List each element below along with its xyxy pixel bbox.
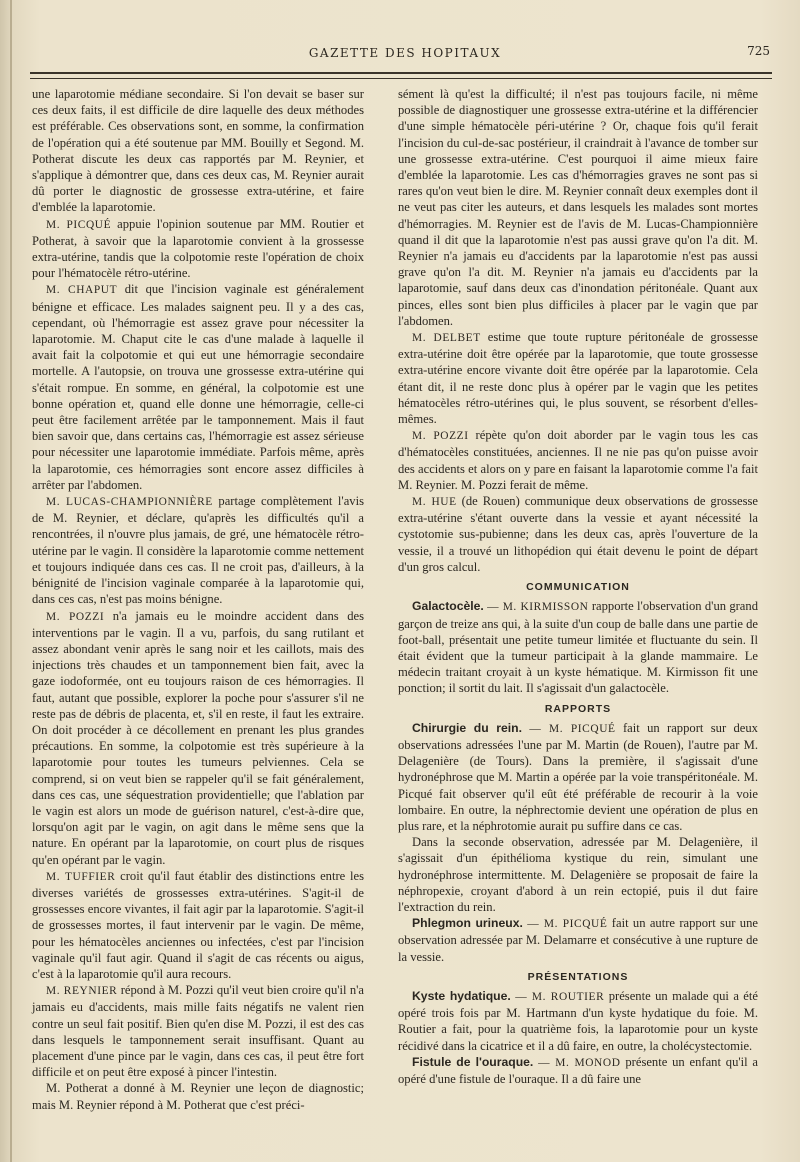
speaker-name: — M. PICQUÉ xyxy=(527,918,608,931)
paragraph xyxy=(398,915,758,965)
speaker-name: M. TUFFIER xyxy=(46,870,116,883)
paragraph-text: rapporte l'observation d'un grand garçon de treize ans qui, à la suite d'un coup de balle dans une partie de foot-ball, présentait une petite tumeur limitée et fluctuante du sein. Il était évident que la tumeur participait à la glande mammaire. Le médecin traitant croyait à un kyste hématique. M. Kirmisson fit une ponction; il sortit du lait. Il s'agissait d'un galactocèle. xyxy=(398,599,758,696)
paragraph xyxy=(398,1054,758,1087)
journal-title: GAZETTE DES HOPITAUX xyxy=(308,46,502,60)
paragraph-text: n'a jamais eu le moindre accident dans des interventions par le vagin. Il a vu, parfois, du sang rutilant et assez abondant venir après le sang noir et les caillots, mais des injections très chaudes et un tamponnement bien fait, avec la gaze iodoformée, ont eu toujours raison de ces hémorragies. Il faut, autant que possible, explorer la poche pour s'assurer s'il ne reste pas de débris de placenta, et, s'il en reste, il faut les extraire. On doit procéder à ce décollement en prenant les plus grandes précautions. En somme, la colpotomie est très supérieure à la laparotomie pour toutes les tumeurs pelviennes. Cela se comprend, si on veut bien se rappeler qu'il se fait généralement, dans ces cas, une séquestration providentielle; que l'ablation par le vagin est alors un mode de guérison naturel, c'est-à-dire que, lorsqu'on agit par le vagin, on agit dans le même sens que la nature. En opérant par la laparotomie, on court plus de risques qu'en opérant par le vagin. xyxy=(32,608,364,867)
page-header xyxy=(40,44,770,64)
paragraph xyxy=(398,329,758,427)
paragraph xyxy=(398,598,758,696)
section-heading: PRÉSENTATIONS xyxy=(527,970,629,983)
paragraph-lead-title: Phlegmon urineux. xyxy=(412,916,523,931)
paragraph xyxy=(398,86,758,329)
paragraph xyxy=(398,988,758,1054)
paragraph-lead-title: Galactocèle. xyxy=(412,599,484,614)
right-column xyxy=(398,86,758,1087)
paragraph xyxy=(398,720,758,834)
paragraph xyxy=(32,868,364,982)
speaker-name: M. POZZI xyxy=(46,610,105,623)
paragraph xyxy=(398,834,758,915)
paragraph-text: partage complètement l'avis de M. Reynier, et déclare, qu'après les difficultés qu'il a rencontrées, il n'ouvre plus jamais, de gré, une hématocèle rétro-utérine par le vagin. Il considère la laparotomie comme nettement et toujours indiquée dans ces cas. Il ne croit pas, d'ailleurs, à la bénignité de l'incision vaginale comparée à la laparotomie qui, dans ces cas, n'est pas moins bénigne. xyxy=(32,494,364,607)
speaker-name: M. REYNIER xyxy=(46,985,118,998)
paragraph-text: répète qu'on doit aborder par le vagin tous les cas d'hématocèles constituées, anciennes. Il ne nie pas qu'on puisse avoir des accidents et alors on y pare en faisant la laparotomie comme l'a fait M. Reynier. M. Pozzi ferait de même. xyxy=(398,428,758,492)
header-rule-thin xyxy=(30,78,772,79)
paragraph xyxy=(32,1080,364,1112)
paragraph-text: présente un malade qui a été opéré trois fois par M. Hartmann d'un kyste hydatique du foie. M. Routier a fait, pour la quatrième fois, la laparotomie pour un kyste récidivé dans la cicatrice et il a dû faire, en outre, la cholécystectomie. xyxy=(398,988,758,1053)
paragraph xyxy=(32,86,364,216)
speaker-name: M. HUE xyxy=(412,496,457,509)
paragraph-text: Dans la seconde observation, adressée par M. Delagenière, il s'agissait d'un épithélioma kystique du rein, simulant une hydronéphrose intermittente. M. Delagenière se proposait de faire la néphropexie, croyant d'abord à un rein ectopié, puis il dut faire l'extraction du rein. xyxy=(398,835,758,914)
paragraph-text: dit que l'incision vaginale est généralement bénigne et efficace. Les malades saignent peu. Il y a des cas, cependant, où l'hémorragie est assez grave pour nécessiter la laparotomie. M. Chaput cite le cas d'une malade à laquelle il avait fait la colpotomie et qui eut une hémorragie secondaire mortelle. A l'autopsie, on trouva une grossesse extra-utérine qui s'était rompue. En somme, en général, la colpotomie est une bonne opération et, quand elle donne une hémorragie, celle-ci peut être facilement arrêtée par le tamponnement. Mais il faut bien savoir que, dans certains cas, l'hémorragie est assez sérieuse pour nécessiter une laparotomie immédiate. Parfois même, après la laparotomie, ces hémorragies sont encore assez difficiles à arrêter par l'abdomen. xyxy=(32,282,365,492)
speaker-name: M. LUCAS-CHAMPIONNIÈRE xyxy=(46,496,213,509)
section-heading: COMMUNICATION xyxy=(526,581,630,594)
speaker-name: M. CHAPUT xyxy=(46,284,118,297)
paragraph-lead-title: Kyste hydatique. xyxy=(412,988,511,1003)
paragraph-text: une laparotomie médiane secondaire. Si l'on devait se baser sur ces deux faits, il est difficile de dire laquelle des deux méthodes est préférable. Ces observations sont, en somme, la confirmation de l'opération qui a été soutenue par MM. Bouilly et Segond. M. Potherat discute les deux cas rapportés par M. Reynier, et s'applique à démontrer que, dans ces deux cas, M. Reynier aurait dû porter le diagnostic de grossesse extra-utérine, et faire d'emblée la laparotomie. xyxy=(32,87,364,215)
paragraph xyxy=(32,281,364,493)
paragraph xyxy=(32,608,364,868)
paragraph-lead-title: Chirurgie du rein. xyxy=(412,720,522,735)
page-number: 725 xyxy=(747,44,770,58)
paragraph xyxy=(32,982,364,1080)
paragraph-text: répond à M. Pozzi qu'il veut bien croire qu'il n'a jamais eu d'accidents, mais mille faits négatifs ne valent rien contre un seul fait positif. Bien qu'en dise M. Pozzi, il est des cas dans lesquels le tamponnement serait insuffisant. Quant au placement d'une pince par le vagin, dans ces cas, il peut être fort difficile et on peut être exposé à pincer l'intestin. xyxy=(32,983,365,1080)
paragraph-lead-title: Fistule de l'ouraque. xyxy=(412,1054,534,1069)
speaker-name: — M. MONOD xyxy=(538,1056,621,1069)
speaker-name: M. POZZI xyxy=(412,430,469,443)
left-column xyxy=(32,86,364,1113)
speaker-name: M. DELBET xyxy=(412,332,481,345)
paragraph-text: croit qu'il faut établir des distinctions entre les diverses variétés de grossesses extra-utérines. S'agit-il de grossesses encore vivantes, il fait agir par la laparotomie. S'agit-il de grossesses mortes, il faut intervenir par le vagin. De même, pour les hématocèles anciennes ou infectées, c'est par l'incision vaginale qu'il faut agir. Quand il s'agit de cas récents ou aigus, c'est à la laparotomie qu'il aura recours. xyxy=(32,868,364,981)
speaker-name: M. PICQUÉ xyxy=(46,218,112,231)
binding-edge xyxy=(10,0,12,1162)
speaker-name: — M. PICQUÉ xyxy=(529,722,616,735)
speaker-name: — M. KIRMISSON xyxy=(487,601,589,614)
paragraph-text: fait un rapport sur deux observations adressées l'une par M. Martin (de Rouen), l'autre par M. Delagenière (de Tours). Dans la première, il s'agissait d'une hydronéphrose que M. Martin a opérée par la voie transpéritonéale. M. Picqué fait observer qu'il eût été préférable de recourir à la voie lombaire. En outre, la néphrectomie devient une opération de plus en plus rare, et la néphrotomie aurait pu suffire dans ce cas. xyxy=(398,720,758,833)
paragraph xyxy=(32,493,364,607)
section-heading: RAPPORTS xyxy=(544,702,612,715)
paragraph xyxy=(398,493,758,575)
paragraph-text: fait un autre rapport sur une observation adressée par M. Delamarre et consécutive à une rupture de la vessie. xyxy=(398,916,758,964)
header-rule-thick xyxy=(30,72,772,74)
paragraph xyxy=(32,216,364,282)
paragraph-text: M. Potherat a donné à M. Reynier une leçon de diagnostic; mais M. Reynier répond à M. Potherat que c'est préci- xyxy=(32,1081,364,1112)
paragraph xyxy=(398,427,758,493)
paragraph-text: présente un enfant qu'il a opéré d'une fistule de l'ouraque. Il a dû faire une xyxy=(398,1054,759,1086)
paragraph-text: sément là qu'est la difficulté; il n'est pas toujours facile, ni même possible de diagnostiquer une grossesse extra-utérine et la différencier d'une simple hématocèle péri-utérine ? Or, chaque fois qu'il ferait l'incision du cul-de-sac postérieur, il craindrait à l'avance de tomber sur une grossesse extra-utérine. C'est pourquoi il aime mieux faire d'emblée la laparotomie. Les cas d'hémorragies graves ne sont pas si rares qu'on veut bien le dire. M. Reynier connaît deux exemples dont il ne veut pas citer les auteurs, et dans lesquels les malades sont mortes d'hémorragies. M. Reynier est de l'avis de M. Lucas-Championnière quand il dit que la laparotomie n'est pas aussi grave qu'on l'a dit. M. Reynier n'a jamais eu d'accidents par la laparotomie n'est pas aussi grave qu'on l'a dit. M. Reynier n'a jamais eu d'accidents par la laparotomie, sauf dans deux cas d'inondation péritonéale. Quant aux pinces, elles sont bien plus difficiles à placer par le vagin que par l'abdomen. xyxy=(398,87,758,328)
speaker-name: — M. ROUTIER xyxy=(515,990,605,1003)
paragraph-text: estime que toute rupture péritonéale de grossesse extra-utérine doit être opérée par la laparotomie, que toute grossesse extra-utérine encore vivante doit être opérée par la laparotomie. Cela étant dit, il ne reste donc plus à opérer par le vagin que les petites hématocèles rétro-utérines qui, le plus souvent, se résorbent d'elles-mêmes. xyxy=(398,330,758,427)
paragraph-text: (de Rouen) communique deux observations de grossesse extra-utérine s'étant ouverte dans la vessie et ayant nécessité la cystotomie sus-pubienne; dans les deux cas, après l'ouverture de la vessie, il a trouvé un lithopédion qui était devenu le point de départ d'un gros calcul. xyxy=(398,494,758,574)
paragraph-text: appuie l'opinion soutenue par MM. Routier et Potherat, à savoir que la laparotomie convient à la grossesse extra-utérine, tandis que la colpotomie reste l'opération de choix pour l'hématocèle rétro-utérine. xyxy=(32,216,365,281)
